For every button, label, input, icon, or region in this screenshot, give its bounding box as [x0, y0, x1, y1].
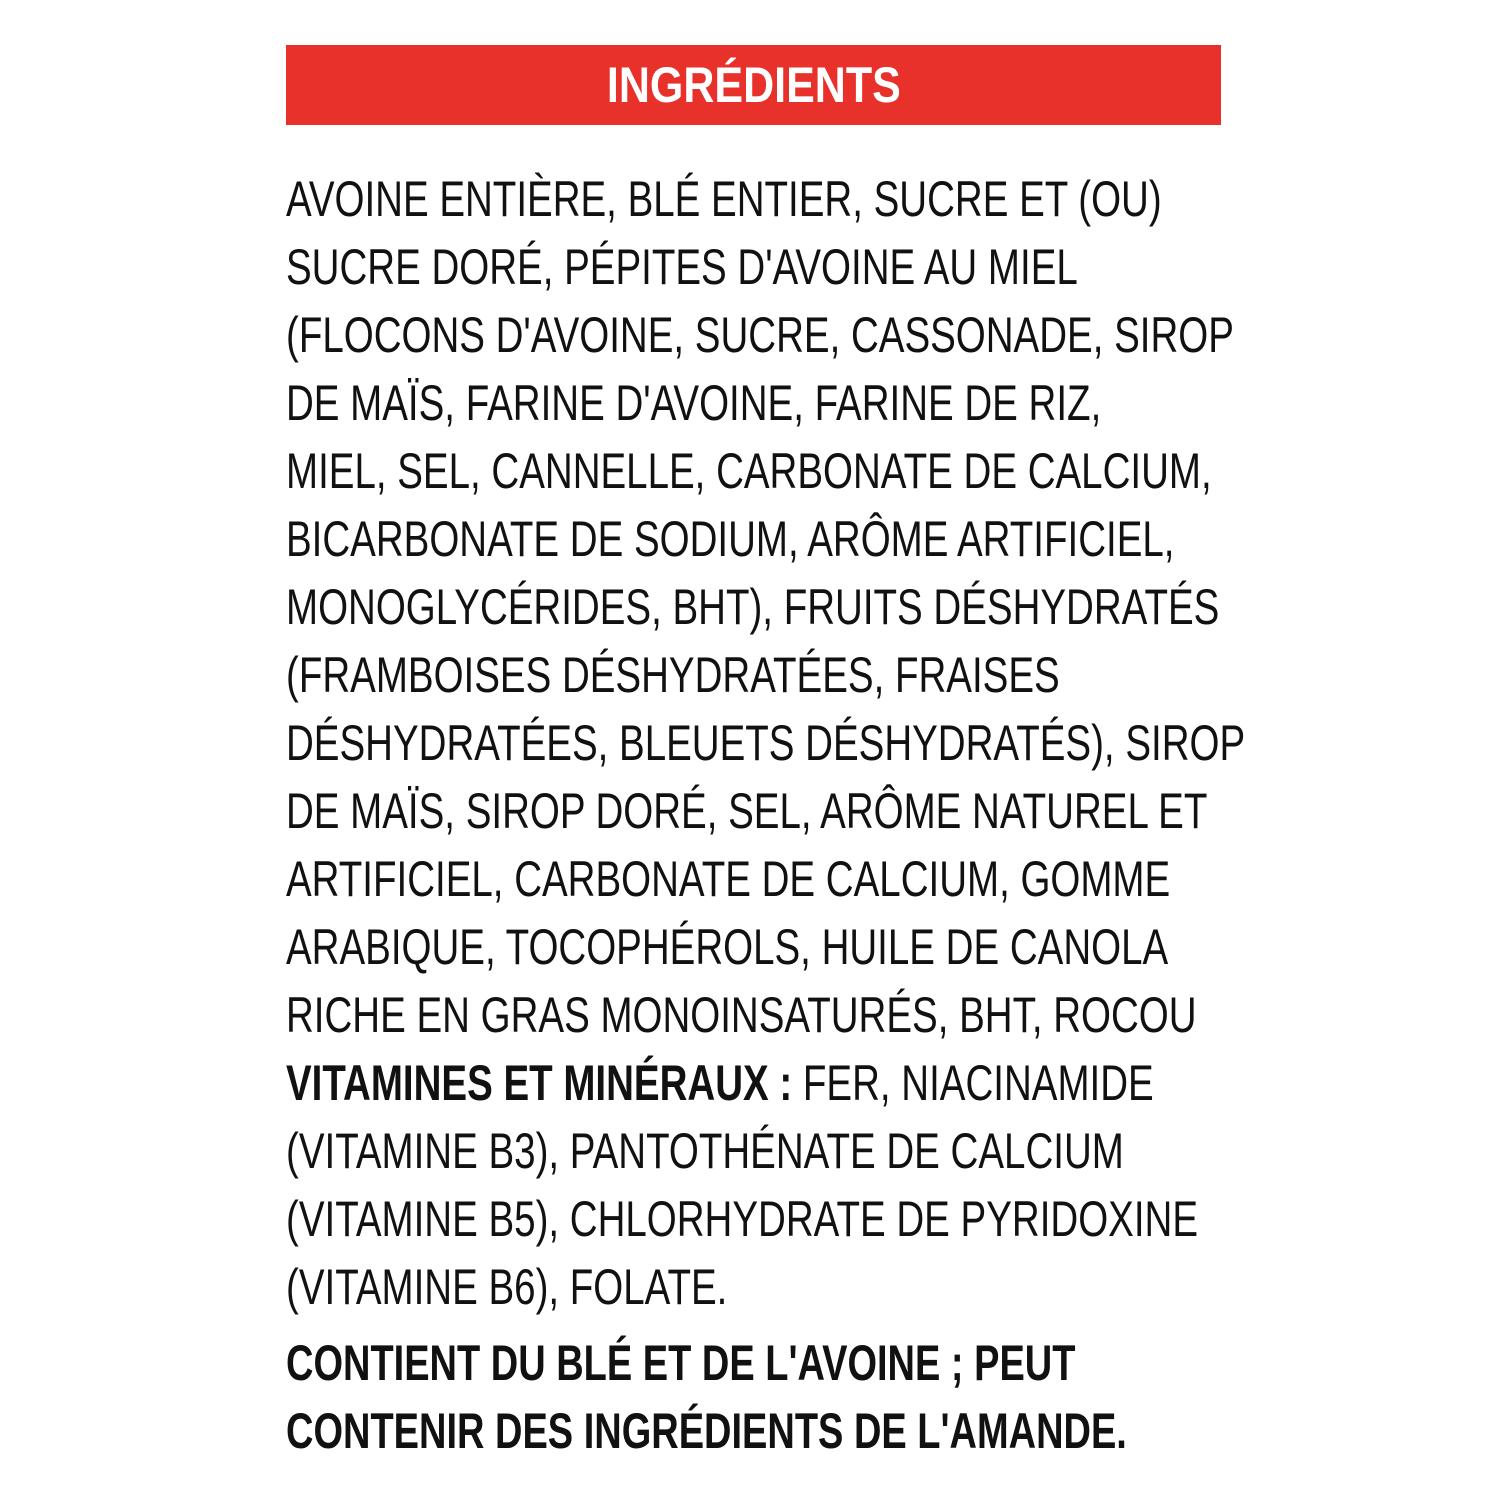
ingredient-line: DE MAÏS, SIROP DORÉ, SEL, ARÔME NATUREL ET [286, 783, 1208, 839]
allergen-line: CONTIENT DU BLÉ ET DE L'AVOINE ; PEUT [286, 1335, 1076, 1391]
ingredient-line: MIEL, SEL, CANNELLE, CARBONATE DE CALCIUM, [286, 443, 1212, 499]
ingredient-line: ARABIQUE, TOCOPHÉROLS, HUILE DE CANOLA [286, 919, 1169, 975]
vitamins-line [286, 1049, 1154, 1117]
ingredients-body [286, 165, 1246, 1465]
vitamin-line: (VITAMINE B6), FOLATE. [286, 1259, 728, 1315]
ingredient-line: (FLOCONS D'AVOINE, SUCRE, CASSONADE, SIROP [286, 307, 1234, 363]
ingredient-line: DE MAÏS, FARINE D'AVOINE, FARINE DE RIZ, [286, 375, 1102, 431]
ingredient-line: AVOINE ENTIÈRE, BLÉ ENTIER, SUCRE ET (OU) [286, 171, 1162, 227]
ingredient-line: MONOGLYCÉRIDES, BHT), FRUITS DÉSHYDRATÉS [286, 579, 1220, 635]
ingredients-title: INGRÉDIENTS [606, 57, 901, 113]
ingredient-line: SUCRE DORÉ, PÉPITES D'AVOINE AU MIEL [286, 239, 1078, 295]
allergen-line: CONTENIR DES INGRÉDIENTS DE L'AMANDE. [286, 1403, 1127, 1459]
ingredient-line: ARTIFICIEL, CARBONATE DE CALCIUM, GOMME [286, 851, 1171, 907]
vitamin-line: (VITAMINE B5), CHLORHYDRATE DE PYRIDOXINE [286, 1191, 1199, 1247]
vitamins-first-line-rest: FER, NIACINAMIDE [792, 1055, 1154, 1111]
ingredients-header [286, 45, 1221, 125]
allergen-statement [286, 1329, 1221, 1465]
ingredient-line: (FRAMBOISES DÉSHYDRATÉES, FRAISES [286, 647, 1060, 703]
ingredients-panel [286, 45, 1246, 1465]
vitamin-line: (VITAMINE B3), PANTOTHÉNATE DE CALCIUM [286, 1123, 1124, 1179]
ingredient-line: BICARBONATE DE SODIUM, ARÔME ARTIFICIEL, [286, 511, 1175, 567]
ingredient-line: DÉSHYDRATÉES, BLEUETS DÉSHYDRATÉS), SIROP [286, 715, 1246, 771]
ingredient-line: RICHE EN GRAS MONOINSATURÉS, BHT, ROCOU [286, 987, 1197, 1043]
vitamins-label: VITAMINES ET MINÉRAUX : [286, 1055, 793, 1111]
